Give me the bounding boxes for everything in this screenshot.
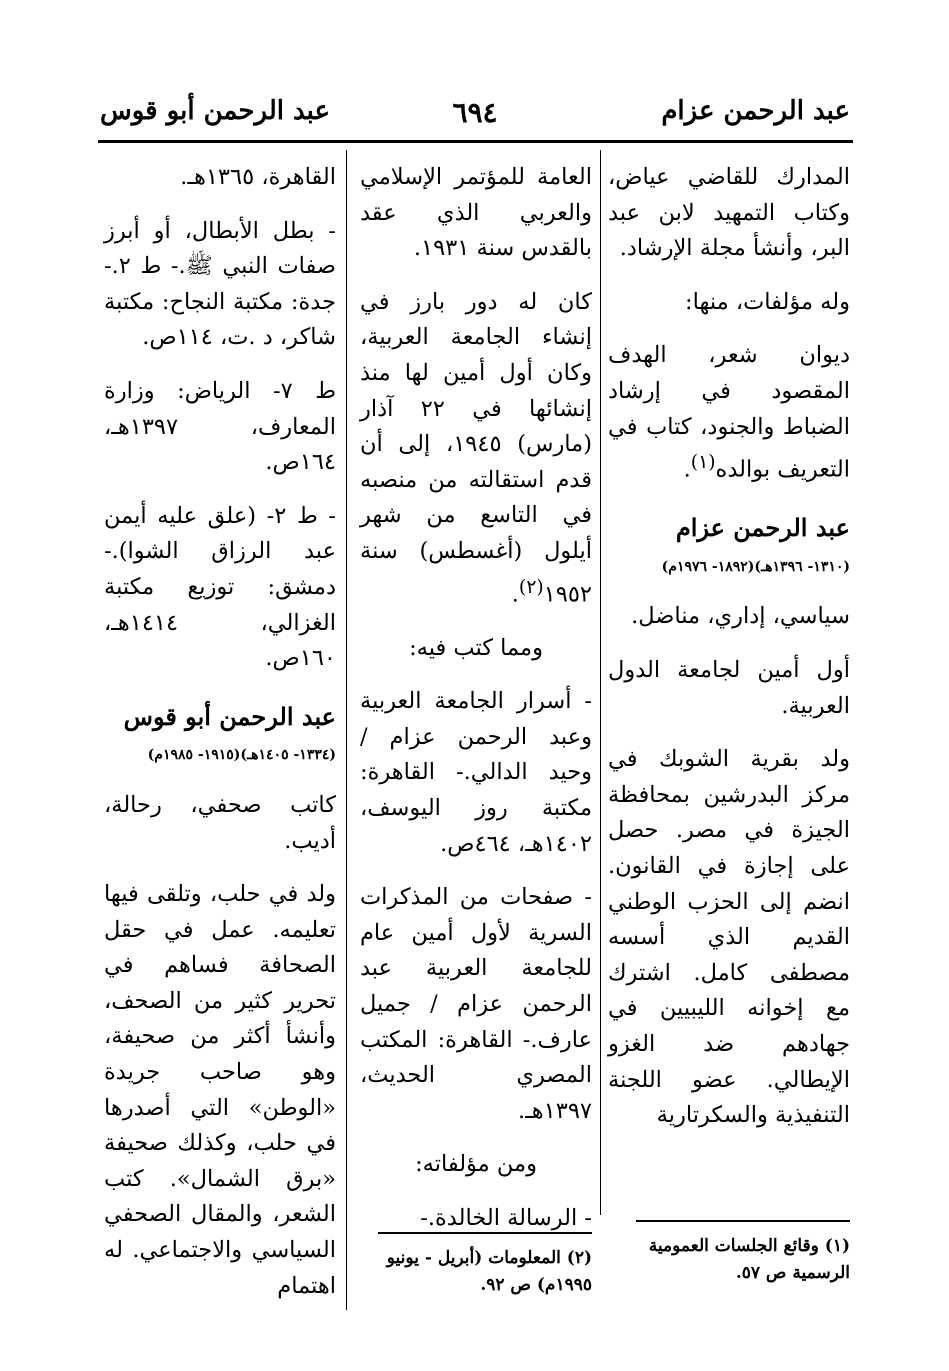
paragraph-text: ديوان شعر، الهدف المقصود في إرشاد الضباط والجنود، كتاب في التعريف بوالده — [608, 342, 850, 483]
entry-dates: (١٣٣٤- ١٤٠٥هـ)(١٩١٥- ١٩٨٥م) — [147, 747, 336, 764]
entry-title: عبد الرحمن عزام — [675, 513, 850, 543]
paragraph: ومن مؤلفاته: — [415, 1151, 537, 1178]
paragraph: - أسرار الجامعة العربية وعبد الرحمن عزام / وحيد الدالي.- القاهرة: مكتبة روز اليوسف، ١٤٠٢هـ، ٤٦٤ص. — [360, 688, 592, 857]
paragraph: سياسي، إداري، مناضل. — [631, 603, 850, 630]
header-right-title: عبد الرحمن عزام — [661, 96, 850, 126]
footnote-marker: (١) — [690, 452, 716, 474]
header-rule — [98, 140, 853, 143]
paragraph: وله مؤلفات، منها: — [685, 288, 850, 315]
paragraph: - ط ٢- (علق عليه أيمن عبد الرزاق الشوا).- دمشق: توزيع مكتبة الغزالي، ١٤١٤هـ، ١٦٠ص. — [104, 502, 336, 672]
paragraph: العامة للمؤتمر الإسلامي والعربي الذي عقد بالقدس سنة ١٩٣١. — [360, 164, 592, 262]
paragraph: كاتب صحفي، رحالة، أديب. — [104, 791, 336, 854]
paragraph: ولد في حلب، وتلقى فيها تعليمه. عمل في حقل الصحافة فساهم في تحرير كثير من الصحف، وأنشأ أكثر من صحيفة، وهو صاحب جريدة «الوطن» التي أصدرها في حلب، وكذلك صحيفة «برق الشمال». كتب الشعر، والمقال الصحفي السياسي والاجتماعي. له اهتمام — [104, 881, 336, 1299]
column-divider-right — [600, 150, 601, 1215]
entry-title: عبد الرحمن أبو قوس — [123, 701, 336, 731]
paragraph: القاهرة، ١٣٦٥هـ. — [180, 164, 336, 190]
page-number: ٦٩٤ — [452, 96, 498, 129]
footnote-rule — [636, 1220, 850, 1222]
paragraph: ومما كتب فيه: — [409, 634, 543, 661]
paragraph: أول أمين لجامعة الدول العربية. — [608, 657, 850, 719]
column-right — [608, 160, 850, 1152]
paragraph: ولد بقرية الشوبك في مركز البدرشين بمحافظة الجيزة في مصر. حصل على إجازة في القانون. انضم إلى الحزب الوطني القديم الذي أسسه مصطفى كامل. اشترك مع إخوانه الليبيين في جهادهم ضد الغزو الإيطالي. عضو اللجنة التنفيذية والسكرتارية — [608, 746, 850, 1129]
paragraph: - صفحات من المذكرات السرية لأول أمين عام للجامعة العربية عبد الرحمن عزام / جميل عارف.- القاهرة: المكتب المصري الحديث، ١٣٩٧هـ. — [360, 884, 592, 1124]
column-middle — [360, 160, 592, 1255]
footnote-rule — [378, 1232, 592, 1234]
paragraph: ديوان شعر، الهدف المقصود في إرشاد الضباط والجنود، كتاب في التعريف بوالده$^{(١)}$. — [608, 342, 850, 483]
footnote-marker: (٢) — [518, 576, 544, 598]
paragraph-text: كان له دور بارز في إنشاء الجامعة العربية، وكان أول أمين لها منذ إنشائها في ٢٢ آذار (مارس) ١٩٤٥، إلى أن قدم استقالته من منصبه في التاسع من شهر أيلول (أغسطس) سنة ١٩٥٢ — [360, 288, 592, 608]
entry-dates: (١٣١٠- ١٣٩٦هـ)(١٨٩٢- ١٩٧٦م) — [661, 558, 850, 575]
paragraph: - الرسالة الخالدة.- — [420, 1204, 592, 1231]
footnote: (٢) المعلومات (أبريل - يونيو ١٩٩٥م) ص ٩٢. — [386, 1248, 592, 1295]
running-header — [100, 96, 850, 136]
footnote: (١) وقائع الجلسات العمومية الرسمية ص ٥٧. — [648, 1236, 850, 1283]
column-divider-left — [346, 150, 347, 1310]
paragraph: - بطل الأبطال، أو أبرز صفات النبي ﷺ.- ط ٢.- جدة: مكتبة النجاح: مكتبة شاكر، د .ت، ١١٤ص. — [104, 217, 336, 351]
paragraph: المدارك للقاضي عياض، وكتاب التمهيد لابن عبد البر، وأنشأ مجلة الإرشاد. — [608, 164, 850, 262]
column-left — [104, 160, 336, 1322]
paragraph: ط ٧- الرياض: وزارة المعارف، ١٣٩٧هـ، ١٦٤ص. — [104, 377, 337, 476]
header-left-title: عبد الرحمن أبو قوس — [100, 96, 331, 126]
paragraph: كان له دور بارز في إنشاء الجامعة العربية، وكان أول أمين لها منذ إنشائها في ٢٢ آذار (مارس) ١٩٤٥، إلى أن قدم استقالته من منصبه في التاسع من شهر أيلول (أغسطس) سنة ١٩٥٢$^{(٢)}$. — [360, 288, 592, 608]
